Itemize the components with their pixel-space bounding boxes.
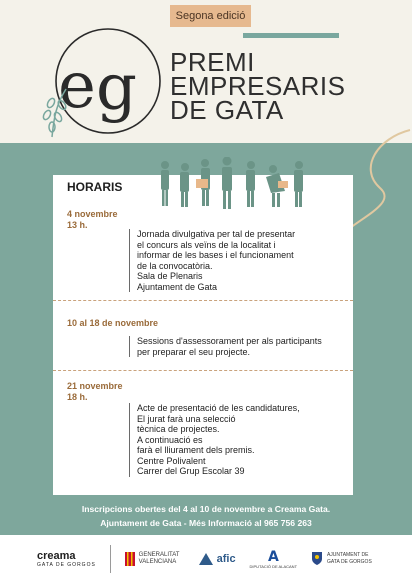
- schedule-card: [53, 175, 353, 495]
- people-illustration: [153, 157, 313, 215]
- diputacio-logo: A DIPUTACIÓ DE ALACANT: [249, 548, 298, 569]
- eg-logo: [38, 27, 178, 147]
- title-line-1: PREMI: [170, 47, 255, 77]
- ajuntament-logo: AJUNTAMENT DE GATA DE GORGOS: [311, 551, 375, 566]
- svg-text:g: g: [96, 51, 137, 125]
- diputacio-a-icon: [266, 549, 280, 563]
- sponsor-bar: [0, 535, 412, 582]
- contact-info: Ajuntament de Gata - Més Informació al 965 756 263: [100, 518, 312, 528]
- creama-logo: creama GATA DE GORGOS: [36, 549, 96, 568]
- afic-logo: afic: [199, 553, 236, 565]
- event-1-description: Jornada divulgativa per tal de presentar el concurs als veïns de la localitat i informar de les bases i el funcionament de la convocatòria. Sala de Plenaris Ajuntament de Gata: [129, 229, 295, 292]
- sponsor-divider: [110, 545, 111, 573]
- svg-text:e: e: [58, 49, 96, 123]
- separator-2: [53, 370, 353, 371]
- separator-1: [53, 300, 353, 301]
- event-1-date: 4 novembre 13 h.: [67, 209, 118, 230]
- registration-info: Inscripcions obertes del 4 al 10 de novembre a Creama Gata.: [81, 504, 331, 514]
- card-title: HORARIS: [67, 180, 123, 194]
- coat-of-arms-icon: [311, 551, 323, 566]
- event-3-date: 21 novembre 18 h.: [67, 381, 123, 402]
- poster-title: [170, 47, 346, 125]
- edition-badge: Segona edició: [170, 5, 251, 27]
- event-3-description: Acte de presentació de les candidatures, El jurat farà una selecció tècnica de projectes. A continuació es farà el lliurament dels premis. Centre Polivalent Carrer del Grup Escolar 39: [129, 403, 300, 477]
- svg-text:A: A: [268, 548, 280, 563]
- generalitat-emblem-icon: [125, 552, 135, 566]
- badge-underline: [243, 33, 339, 38]
- title-line-3: DE GATA: [170, 95, 284, 125]
- event-2-date: 10 al 18 de novembre: [67, 318, 159, 328]
- event-2-description: Sessions d'assessorament per als participants per preparar el seu projecte.: [129, 336, 322, 357]
- title-line-2: EMPRESARIS: [170, 71, 346, 101]
- afic-mark-icon: [199, 553, 213, 565]
- generalitat-logo: GENERALITAT VALENCIANA: [125, 552, 185, 566]
